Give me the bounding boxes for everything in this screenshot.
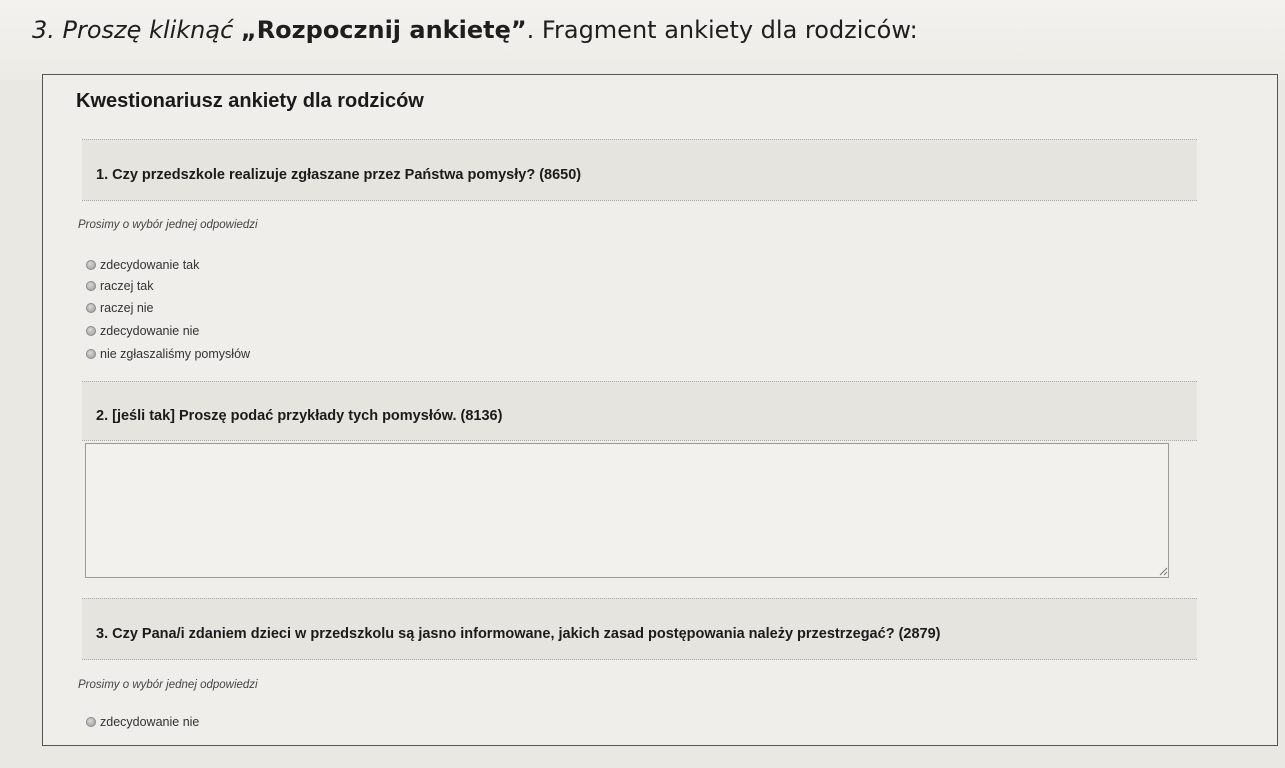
option-label: nie zgłaszaliśmy pomysłów: [100, 347, 251, 361]
option-label: zdecydowanie nie: [100, 324, 200, 338]
q3-option-zdecydowanie-nie[interactable]: [86, 715, 199, 729]
option-label: zdecydowanie nie: [100, 715, 200, 729]
instruction-text: [32, 16, 918, 44]
radio-icon[interactable]: [86, 326, 96, 336]
question-3-header: [82, 598, 1197, 660]
question-1-header: [82, 139, 1197, 201]
q1-option-zdecydowanie-tak[interactable]: [86, 258, 199, 272]
question-2-header: [82, 381, 1197, 441]
option-label: raczej nie: [100, 301, 154, 315]
option-label: zdecydowanie tak: [100, 258, 200, 272]
q1-option-raczej-nie[interactable]: [86, 301, 154, 315]
question-1-text: 1. Czy przedszkole realizuje zgłaszane przez Państwa pomysły? (8650): [96, 167, 582, 183]
option-label: raczej tak: [100, 279, 154, 293]
form-title: Kwestionariusz ankiety dla rodziców: [76, 90, 424, 112]
radio-icon[interactable]: [86, 281, 96, 291]
radio-icon[interactable]: [86, 303, 96, 313]
question-2-text: 2. [jeśli tak] Proszę podać przykłady tych pomysłów. (8136): [96, 408, 503, 424]
resize-handle-icon[interactable]: [1159, 567, 1168, 576]
radio-icon[interactable]: [86, 717, 96, 727]
instruction-quoted-button-name: „Rozpocznij ankietę”: [240, 16, 527, 44]
q1-option-nie-zglaszalismy[interactable]: [86, 347, 250, 361]
question-3-text: 3. Czy Pana/i zdaniem dzieci w przedszkolu są jasno informowane, jakich zasad postępowania należy przestrzegać? (2879): [96, 626, 941, 642]
instruction-prefix: 3. Proszę kliknąć: [32, 16, 241, 44]
survey-form: [42, 74, 1278, 746]
radio-icon[interactable]: [86, 349, 96, 359]
question-3-hint: Prosimy o wybór jednej odpowiedzi: [78, 679, 258, 691]
q1-option-raczej-tak[interactable]: [86, 279, 154, 293]
q1-option-zdecydowanie-nie[interactable]: [86, 324, 199, 338]
question-2-answer-textarea[interactable]: [85, 443, 1169, 578]
instruction-suffix: . Fragment ankiety dla rodziców:: [526, 16, 918, 44]
radio-icon[interactable]: [86, 260, 96, 270]
question-1-hint: Prosimy o wybór jednej odpowiedzi: [78, 219, 258, 231]
